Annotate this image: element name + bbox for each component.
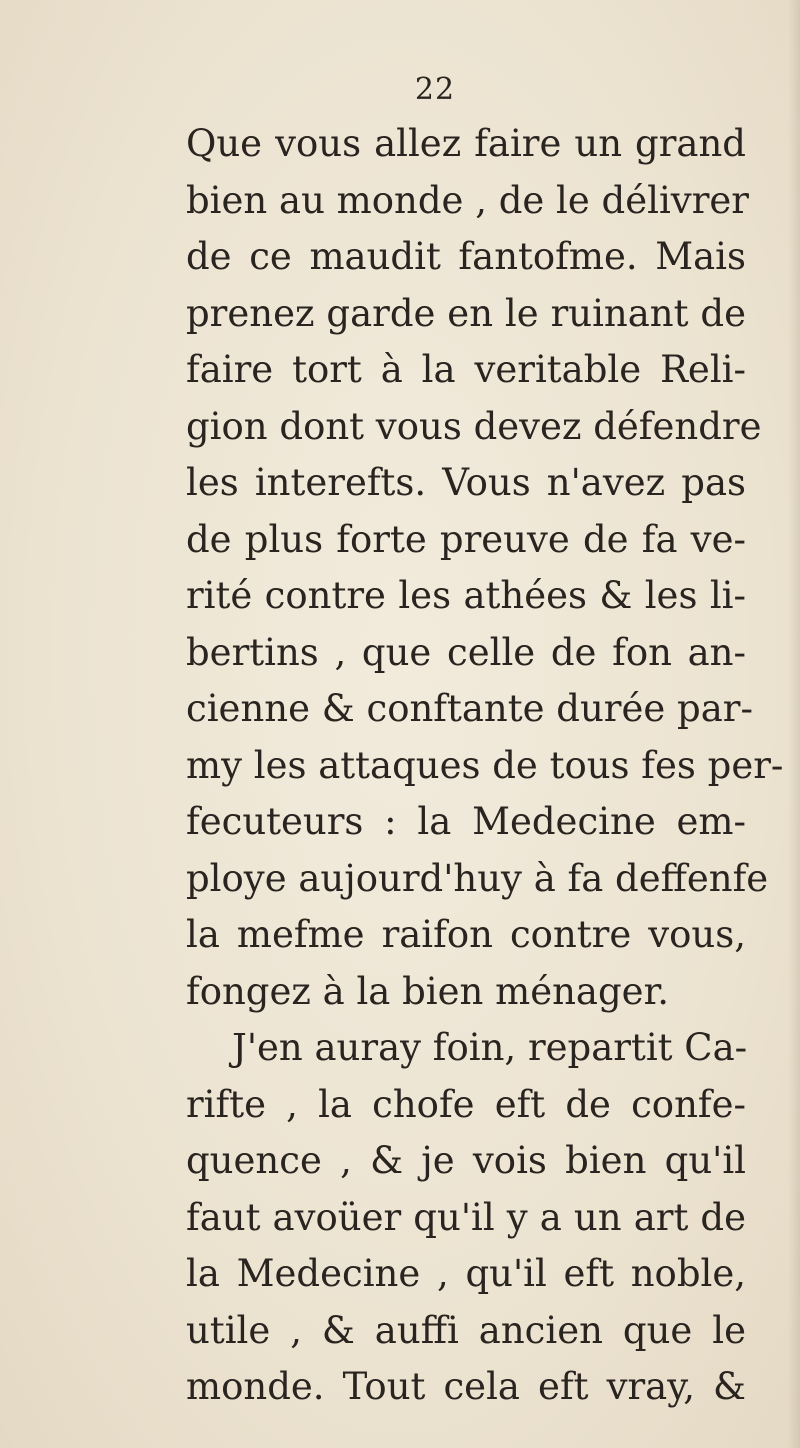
text-line: bertins , que celle de fon an-: [186, 630, 746, 674]
text-line: gion dont vous devez défendre: [186, 404, 762, 448]
page-edge-shadow: [788, 0, 800, 1448]
text-line: fecuteurs : la Medecine em-: [186, 800, 746, 843]
text-line: quence , & je vois bien qu'il: [186, 1139, 746, 1182]
text-line: bien au monde , de le délivrer: [186, 178, 749, 222]
text-line: utile , & auffi ancien que le: [186, 1308, 746, 1352]
text-line: cienne & conftante durée par-: [186, 687, 753, 730]
text-line: prenez garde en le ruinant de: [186, 291, 746, 335]
text-line: ploye aujourd'huy à fa deffenfe: [186, 856, 769, 900]
text-line: rifte , la chofe eft de confe-: [186, 1082, 746, 1126]
text-line: la mefme raifon contre vous,: [186, 913, 746, 956]
text-line: les interefts. Vous n'avez pas: [186, 461, 746, 504]
text-line: faire tort à la veritable Reli-: [186, 348, 746, 391]
text-line: J'en auray foin, repartit Ca-: [232, 1026, 748, 1069]
text-line: monde. Tout cela eft vray, &: [186, 1365, 746, 1408]
body-text: [186, 116, 784, 1416]
text-line: Que vous allez faire un grand: [186, 122, 746, 165]
text-line: la Medecine , qu'il eft noble,: [186, 1252, 746, 1295]
page-number: 22: [414, 72, 456, 107]
text-line: rité contre les athées & les li-: [186, 574, 746, 617]
text-line: faut avoüer qu'il y a un art de: [186, 1195, 746, 1239]
text-line: de ce maudit fantofme. Mais: [186, 235, 746, 278]
text-line: de plus forte preuve de fa ve-: [186, 517, 746, 561]
text-line: my les attaques de tous fes per-: [186, 743, 784, 787]
text-line: fongez à la bien ménager.: [186, 969, 669, 1013]
